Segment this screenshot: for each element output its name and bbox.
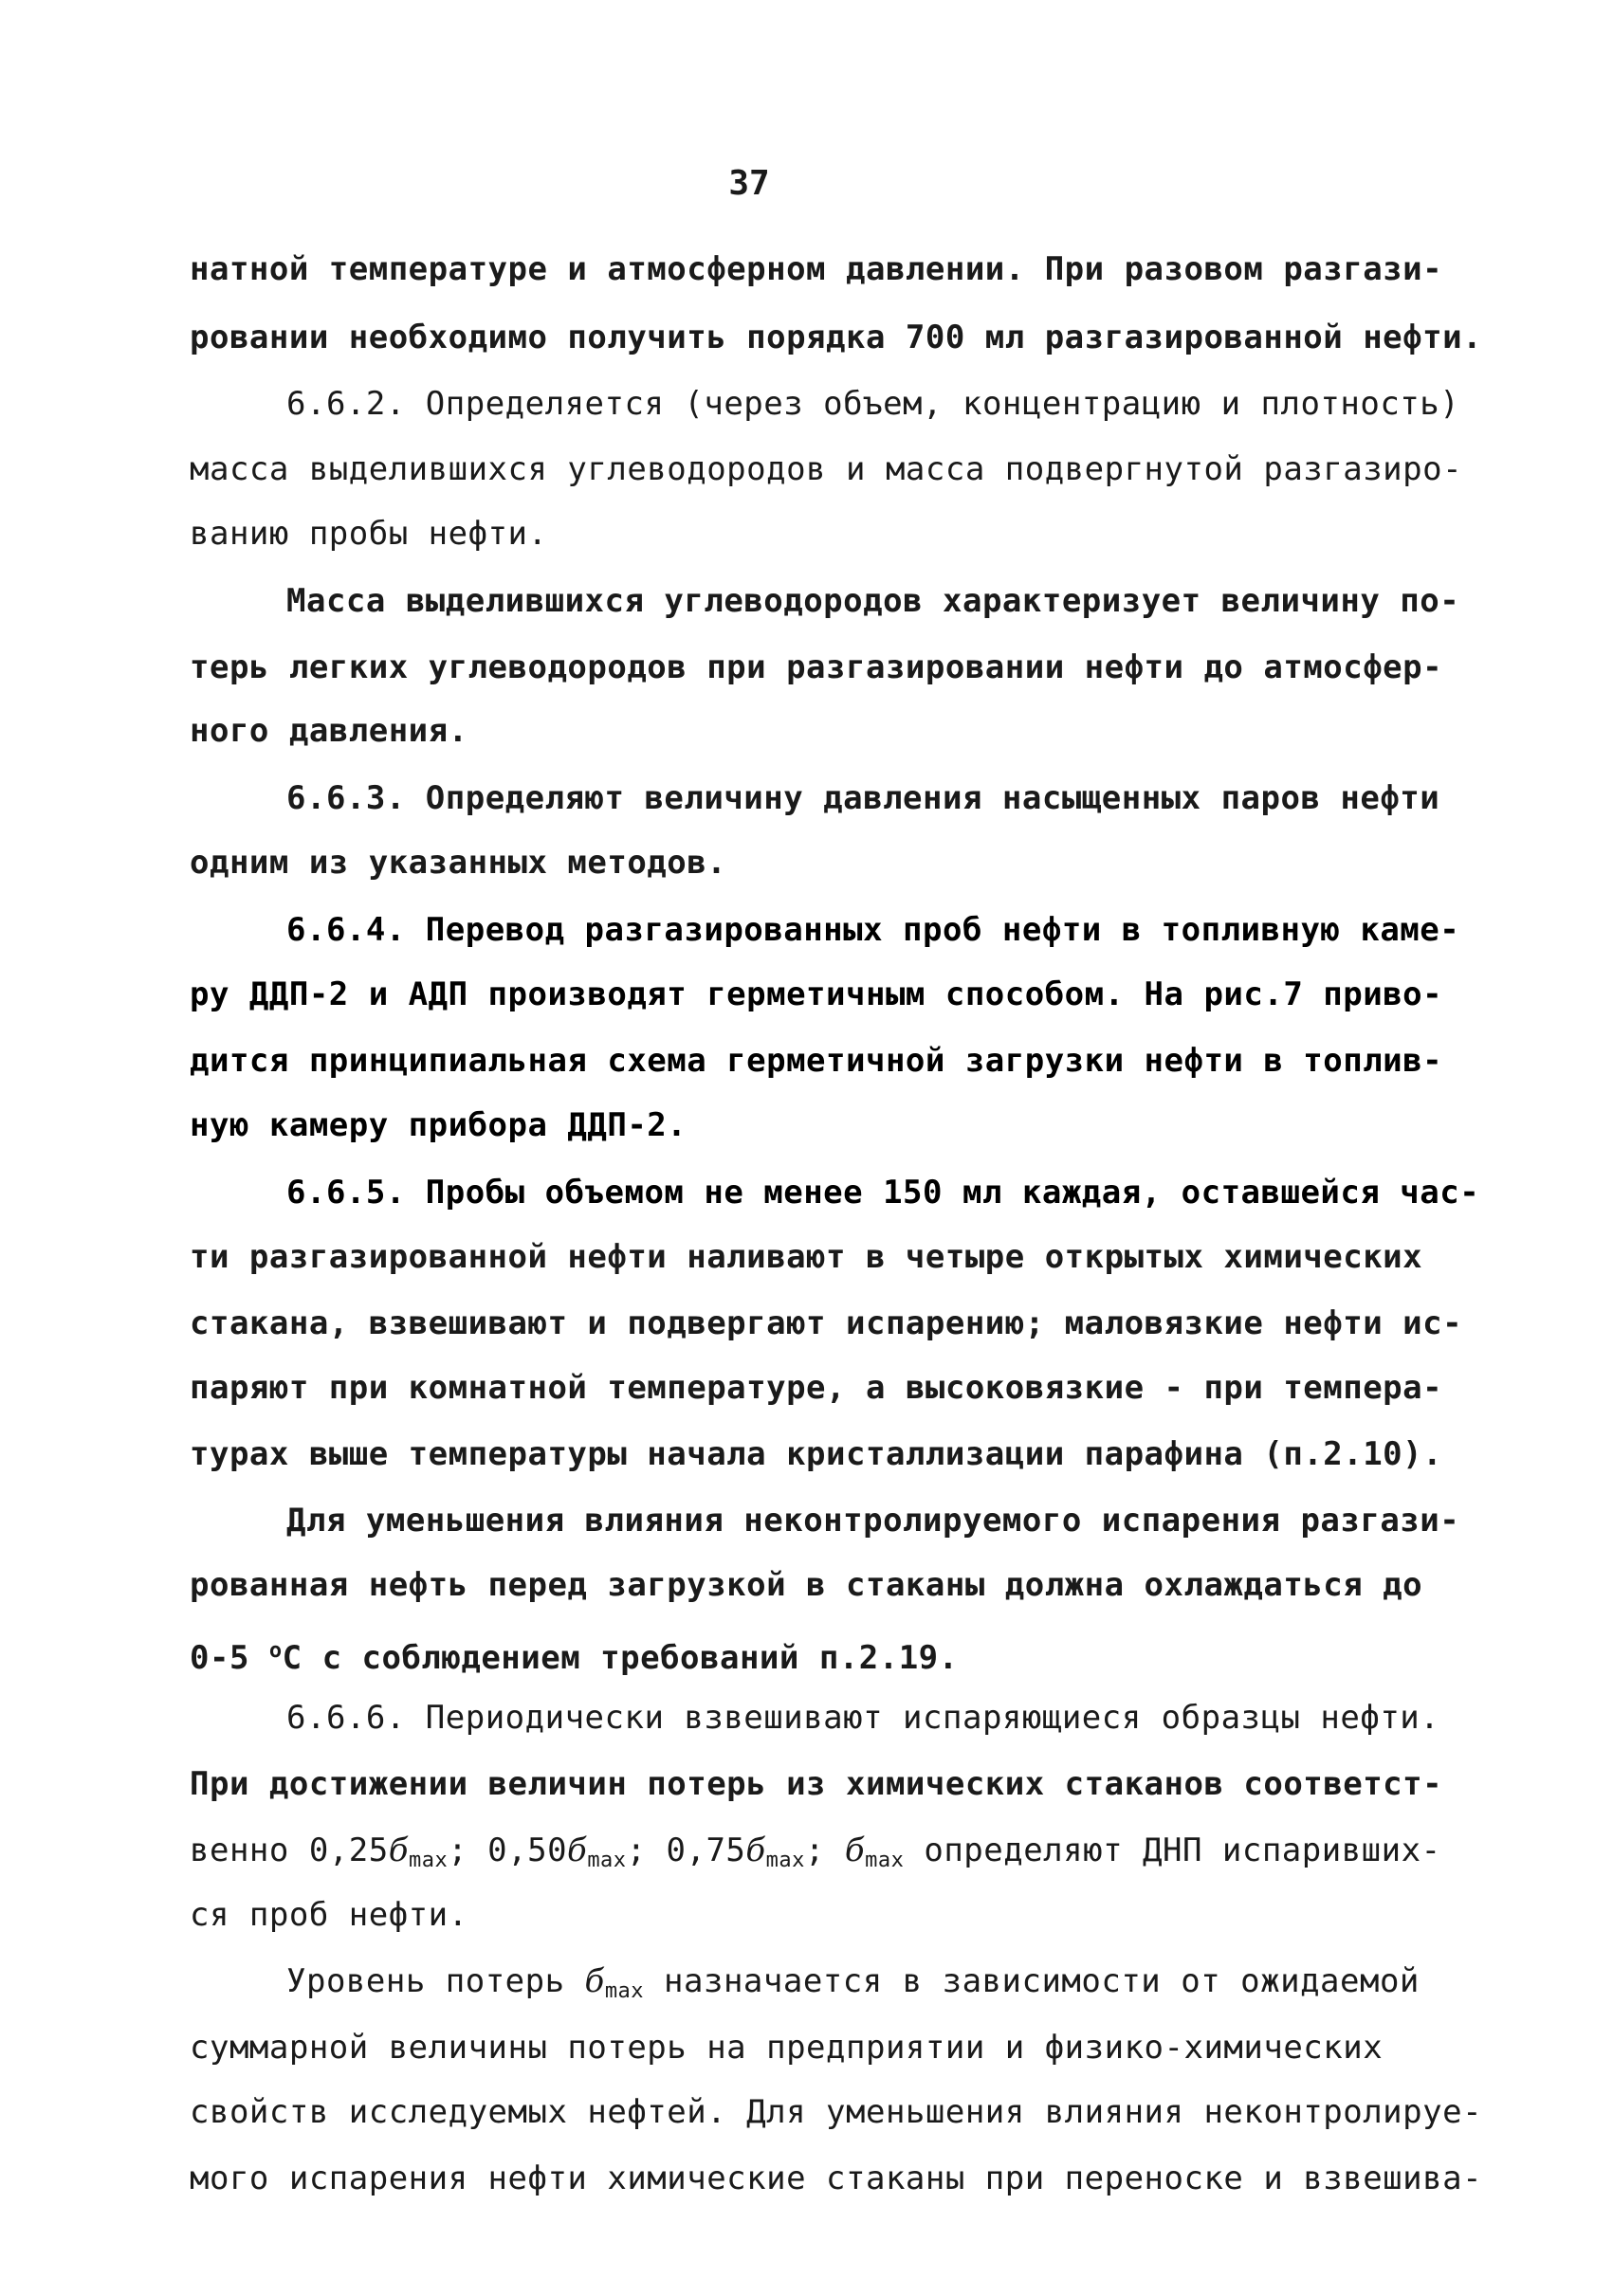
text-line-21: рованная нефть перед загрузкой в стаканы должна охлаждаться до	[190, 1566, 1423, 1604]
loss-subscript-4: max	[865, 1849, 905, 1872]
loss-subscript-2: max	[587, 1849, 627, 1872]
text-line-16: ти разгазированной нефти наливают в четыре открытых химических	[190, 1238, 1423, 1276]
cooling-rest: C с соблюдением требований п.2.19.	[282, 1639, 959, 1677]
text-line-14: ную камеру прибора ДДП-2.	[190, 1106, 687, 1144]
cooling-start: 0-5	[190, 1639, 269, 1677]
text-line-18: паряют при комнатной температуре, а высоковязкие - при темпера-	[190, 1369, 1443, 1407]
loss-symbol-2: б	[567, 1831, 588, 1869]
loss-subscript-3: max	[765, 1849, 805, 1872]
text-line-8: ного давления.	[190, 712, 468, 750]
losses-separator: ;	[804, 1831, 845, 1869]
losses-end: определяют ДНП испаривших-	[904, 1831, 1441, 1869]
degree-sign: o	[268, 1639, 283, 1663]
text-line-6: Масса выделившихся углеводородов характеризует величину по-	[286, 582, 1460, 620]
text-line-12: ру ДДП-2 и АДП производят герметичным способом. На рис.7 приво-	[190, 975, 1443, 1013]
text-line-13: дится принципиальная схема герметичной загрузки нефти в топлив-	[190, 1042, 1443, 1080]
text-line-cooling	[190, 1631, 959, 1679]
text-line-24: ся проб нефти.	[190, 1896, 468, 1934]
text-line-17: стакана, взвешивают и подвергают испарению; маловязкие нефти ис-	[190, 1304, 1463, 1342]
level-symbol: б	[584, 1962, 605, 2000]
text-line-19: турах выше температуры начала кристаллизации парафина (п.2.10).	[190, 1435, 1443, 1473]
text-line-20: Для уменьшения влияния неконтролируемого испарения разгази-	[286, 1502, 1460, 1540]
level-end: назначается в зависимости от ожидаемой	[644, 1962, 1420, 2000]
text-line-25: суммарной величины потерь на предприятии и физико-химических	[190, 2029, 1384, 2067]
level-start: Уровень потерь	[286, 1962, 585, 2000]
text-line-losses	[190, 1830, 1441, 1882]
losses-mid-2: ; 0,75	[626, 1831, 746, 1869]
text-line-9: 6.6.3. Определяют величину давления насыщенных паров нефти	[286, 779, 1440, 817]
text-line-1: натной температуре и атмосферном давлении. При разовом разгази-	[190, 250, 1443, 288]
loss-symbol-3: б	[745, 1831, 766, 1869]
text-line-23: При достижении величин потерь из химических стаканов соответст-	[190, 1765, 1443, 1803]
text-line-22: 6.6.6. Периодически взвешивают испаряющиеся образцы нефти.	[286, 1699, 1440, 1737]
text-line-26: свойств исследуемых нефтей. Для уменьшения влияния неконтролируе-	[190, 2093, 1483, 2131]
losses-mid-1: ; 0,50	[448, 1831, 568, 1869]
text-line-4: масса выделившихся углеводородов и масса подвергнутой разгазиро-	[190, 450, 1463, 488]
text-line-level	[286, 1960, 1420, 2013]
text-line-7: терь легких углеводородов при разгазировании нефти до атмосфер-	[190, 648, 1443, 686]
text-line-5: ванию пробы нефти.	[190, 515, 548, 553]
page-number: 37	[728, 164, 770, 203]
loss-symbol-4: б	[844, 1831, 866, 1869]
text-line-11: 6.6.4. Перевод разгазированных проб нефти в топливную каме-	[286, 911, 1460, 949]
text-line-10: одним из указанных методов.	[190, 844, 727, 882]
text-line-15: 6.6.5. Пробы объемом не менее 150 мл каждая, оставшейся час-	[286, 1174, 1480, 1212]
text-line-2: ровании необходимо получить порядка 700 мл разгазированной нефти.	[190, 319, 1483, 356]
loss-symbol-1: б	[388, 1831, 409, 1869]
text-line-27: мого испарения нефти химические стаканы при переноске и взвешива-	[190, 2159, 1483, 2197]
losses-start: венно 0,25	[190, 1831, 389, 1869]
loss-subscript-1: max	[408, 1849, 449, 1872]
level-subscript: max	[604, 1979, 645, 2003]
text-line-3: 6.6.2. Определяется (через объем, концентрацию и плотность)	[286, 385, 1460, 423]
